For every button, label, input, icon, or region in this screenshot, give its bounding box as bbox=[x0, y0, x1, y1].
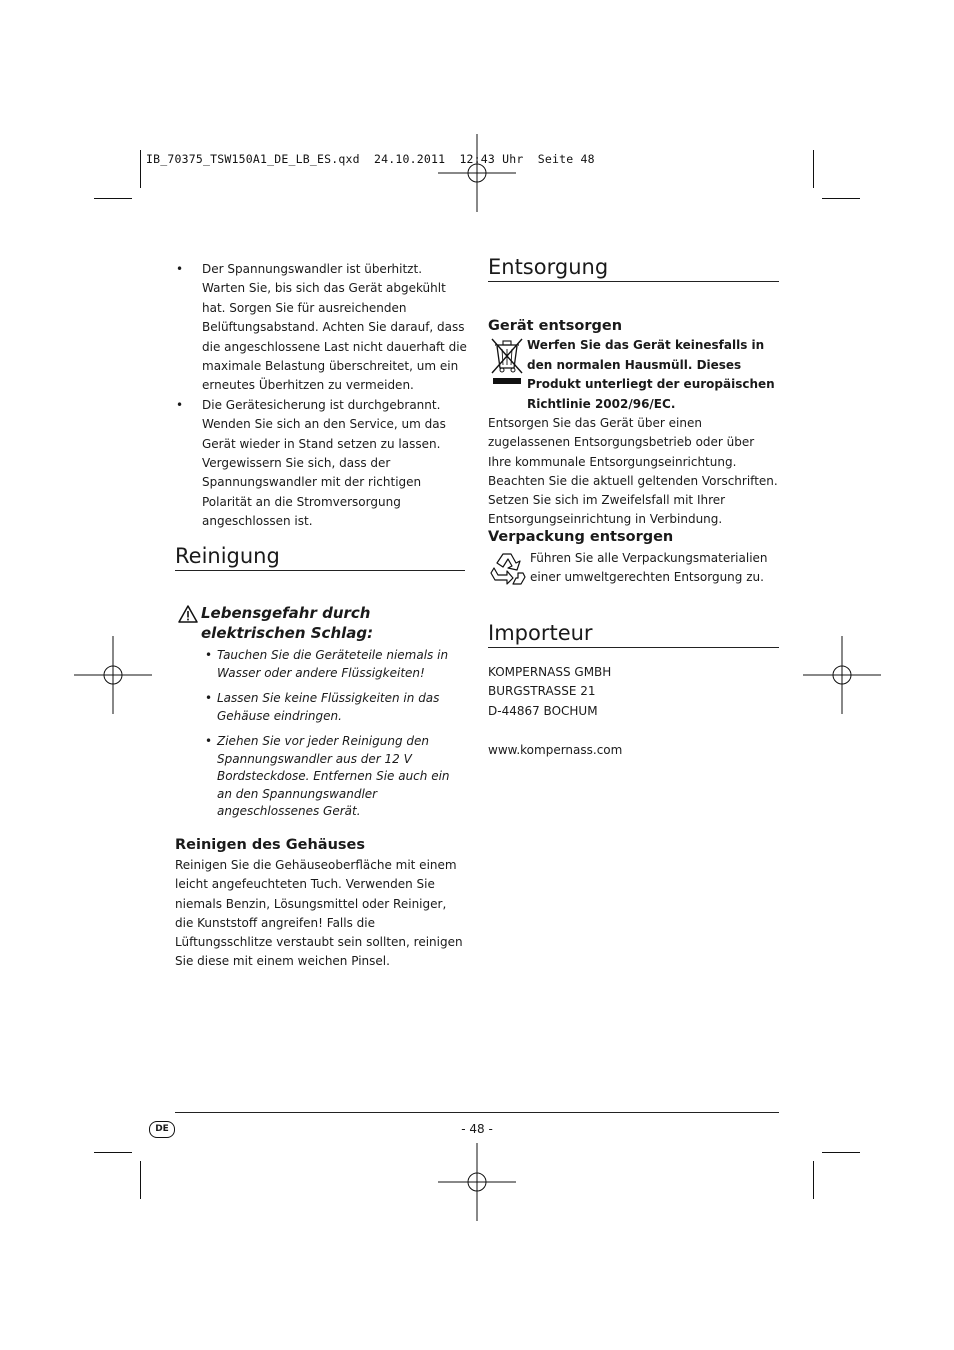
crop-mark bbox=[822, 1152, 860, 1153]
language-badge: DE bbox=[149, 1121, 175, 1138]
crop-mark bbox=[140, 1161, 141, 1199]
troubleshooting-list bbox=[175, 260, 467, 532]
recycling-icon bbox=[489, 551, 527, 587]
warning-title: Lebensgefahr durch elektrischen Schlag: bbox=[201, 604, 374, 642]
crop-mark bbox=[94, 198, 132, 199]
website-link[interactable]: www.kompernass.com bbox=[488, 743, 623, 757]
crop-mark bbox=[822, 198, 860, 199]
list-item: • Tauchen Sie die Geräteteile niemals in Wasser oder andere Flüssigkeiten! bbox=[205, 648, 449, 680]
registration-mark-icon bbox=[438, 1143, 516, 1221]
address-line: BURGSTRASSE 21 bbox=[488, 684, 596, 699]
address-line: D-44867 BOCHUM bbox=[488, 703, 598, 718]
footer-divider bbox=[175, 1112, 779, 1113]
crop-mark bbox=[140, 150, 141, 188]
print-slug: IB_70375_TSW150A1_DE_LB_ES.qxd 24.10.2011 12:43 Uhr Seite 48 bbox=[146, 152, 595, 166]
section-title-reinigung: Reinigung bbox=[175, 543, 465, 571]
registration-mark-icon bbox=[803, 636, 881, 714]
crop-mark bbox=[813, 1161, 814, 1199]
warning-triangle-icon bbox=[178, 605, 198, 623]
subsection-title-gehaeuse: Reinigen des Gehäuses bbox=[175, 837, 366, 853]
importer-address bbox=[488, 663, 611, 721]
subsection-title-geraet: Gerät entsorgen bbox=[488, 318, 623, 334]
subsection-title-verpackung: Verpackung entsorgen bbox=[488, 529, 674, 545]
section-title-entsorgung: Entsorgung bbox=[488, 254, 779, 282]
list-item: • Ziehen Sie vor jeder Reinigung den Spannungswandler aus der 12 V Bordsteckdose. Entfernen Sie auch ein an den Spannungswandler angeschlossenes Gerät. bbox=[205, 734, 450, 818]
crossed-out-bin-icon bbox=[490, 338, 524, 388]
page-number: - 48 - bbox=[461, 1122, 493, 1136]
weee-notice: Werfen Sie das Gerät keinesfalls in den normalen Hausmüll. Dieses Produkt unterliegt der europäischen Richtlinie 2002/96/EC. bbox=[527, 338, 775, 411]
warning-block bbox=[175, 603, 465, 821]
crop-mark bbox=[94, 1152, 132, 1153]
paragraph: Entsorgen Sie das Gerät über einen zugelassenen Entsorgungsbetrieb oder über Ihre kommunale Entsorgungseinrichtung. Beachten Sie die aktuell geltenden Vorschriften. Setzen Sie sich im Zweifelsfall mit Ihrer Entsorgungseinrichtung in Verbindung. bbox=[488, 416, 778, 527]
registration-mark-icon bbox=[74, 636, 152, 714]
warning-list bbox=[203, 647, 453, 821]
address-line: KOMPERNASS GMBH bbox=[488, 665, 612, 679]
crop-mark bbox=[813, 150, 814, 188]
paragraph: Reinigen Sie die Gehäuseoberfläche mit einem leicht angefeuchteten Tuch. Verwenden Sie niemals Benzin, Lösungsmittel oder Reiniger, die Kunststoff angreifen! Falls die Lüftungsschlitze verstaubt sein sollten, reinigen Sie diese mit einem weichen Pinsel. bbox=[175, 858, 463, 969]
registration-mark-icon bbox=[438, 134, 516, 212]
section-title-importeur: Importeur bbox=[488, 620, 779, 648]
list-item: • Lassen Sie keine Flüssigkeiten in das Gehäuse eindringen. bbox=[205, 691, 440, 723]
list-item: • Die Gerätesicherung ist durchgebrannt. Wenden Sie sich an den Service, um das Gerät wieder in Stand setzen zu lassen. Vergewissern Sie sich, dass der Spannungswandler mit der richtigen Polarität an die Stromversorgung angeschlossen ist. bbox=[176, 397, 446, 529]
list-item: • Der Spannungswandler ist überhitzt. Warten Sie, bis sich das Gerät abgekühlt hat. Sorgen Sie für ausreichenden Belüftungsabstand. Achten Sie darauf, dass die angeschlossene Last nicht dauerhaft die maximale Belastung überschreitet, um ein erneutes Überhitzen zu vermeiden. bbox=[176, 262, 467, 393]
paragraph: Führen Sie alle Verpackungsmaterialien einer umweltgerechten Entsorgung zu. bbox=[530, 551, 768, 585]
